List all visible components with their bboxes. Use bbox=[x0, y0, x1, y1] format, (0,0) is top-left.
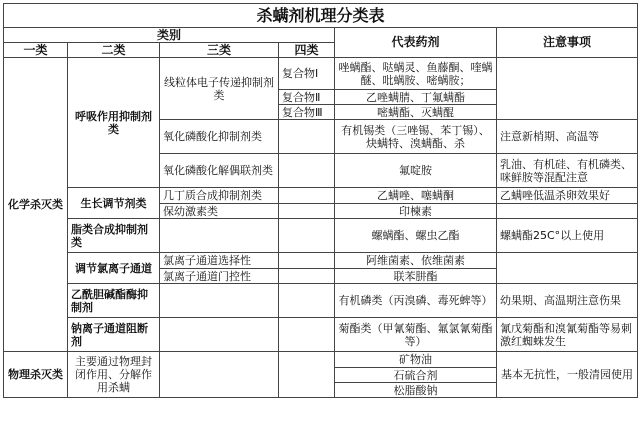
ache-level3-cell bbox=[160, 284, 279, 318]
respiration-inhibitor-cell: 呼吸作用抑制剂类 bbox=[68, 58, 160, 188]
growth-regulator-cell: 生长调节剂类 bbox=[68, 188, 160, 219]
ache-level4-cell bbox=[279, 284, 335, 318]
notes-header: 注意事项 bbox=[497, 28, 638, 58]
mitochondria-inhibitor-cell: 线粒体电子传递抑制剂类 bbox=[160, 58, 279, 120]
uncoupler-cell: 氧化磷酸化解偶联剂类 bbox=[160, 154, 279, 188]
ache-inhibitor-cell: 乙酰胆碱酯酶抑制剂 bbox=[68, 284, 160, 318]
complex1-agents-cell: 唑螨酯、哒螨灵、鱼藤酮、喹螨醚、吡螨胺、嘧螨胺； bbox=[335, 58, 497, 90]
chloride-channel-cell: 调节氯离子通道 bbox=[68, 253, 160, 284]
level2-header: 二类 bbox=[68, 43, 160, 58]
complex2-cell: 复合物Ⅱ bbox=[279, 90, 335, 105]
lipid-inhibitor-cell: 脂类合成抑制剂类 bbox=[68, 219, 160, 253]
chloride-notes-cell bbox=[497, 253, 638, 284]
chemical-class-cell: 化学杀灭类 bbox=[4, 58, 68, 352]
level4-header: 四类 bbox=[279, 43, 335, 58]
physical-level3-cell bbox=[160, 352, 279, 398]
sodium-abietate-cell: 松脂酸钠 bbox=[335, 383, 497, 398]
acaricide-classification-table bbox=[3, 3, 638, 398]
mito-notes-cell bbox=[497, 58, 638, 120]
complex1-cell: 复合物Ⅰ bbox=[279, 58, 335, 90]
sodium-blocker-cell: 钠离子通道阻断剂 bbox=[68, 318, 160, 352]
uncoupler-notes-cell: 乳油、有机硅、有机磷类、咪鲜胺等混配注意 bbox=[497, 154, 638, 188]
physical-notes-cell: 基本无抗性，一般清园使用 bbox=[497, 352, 638, 398]
mineral-oil-cell: 矿物油 bbox=[335, 352, 497, 368]
chitin-notes-cell: 乙螨唑低温杀卵效果好 bbox=[497, 188, 638, 204]
sodium-agents-cell: 菊酯类（甲氰菊酯、氟氯氰菊酯等） bbox=[335, 318, 497, 352]
uncoupler-agents-cell: 氟啶胺 bbox=[335, 154, 497, 188]
chloride-selective-agents-cell: 阿维菌素、依维菌素 bbox=[335, 253, 497, 269]
lipid-level4-cell bbox=[279, 219, 335, 253]
uncoupler-level4-cell bbox=[279, 154, 335, 188]
level3-header: 三类 bbox=[160, 43, 279, 58]
chloride-selective-cell: 氯离子通道选择性 bbox=[160, 253, 279, 269]
oxphos-level4-cell bbox=[279, 120, 335, 154]
physical-mechanism-cell: 主要通过物理封闭作用、分解作用杀螨 bbox=[68, 352, 160, 398]
physical-class-cell: 物理杀灭类 bbox=[4, 352, 68, 398]
complex3-agents-cell: 嘧螨酯、灭螨醌 bbox=[335, 105, 497, 120]
oxphos-agents-cell: 有机锡类（三唑锡、苯丁锡）、炔螨特、溴螨酯、杀 bbox=[335, 120, 497, 154]
juvenile-notes-cell bbox=[497, 204, 638, 219]
category-header: 类别 bbox=[4, 28, 335, 43]
chloride-gating-level4-cell bbox=[279, 269, 335, 284]
chitin-agents-cell: 乙螨唑、噻螨酮 bbox=[335, 188, 497, 204]
lime-sulfur-cell: 石硫合剂 bbox=[335, 368, 497, 383]
oxphos-inhibitor-cell: 氧化磷酸化抑制剂类 bbox=[160, 120, 279, 154]
complex3-cell: 复合物Ⅲ bbox=[279, 105, 335, 120]
complex2-agents-cell: 乙唑螨腈、丁氟螨酯 bbox=[335, 90, 497, 105]
chitin-level4-cell bbox=[279, 188, 335, 204]
agents-header: 代表药剂 bbox=[335, 28, 497, 58]
chloride-gating-agents-cell: 联苯肼酯 bbox=[335, 269, 497, 284]
lipid-level3-cell bbox=[160, 219, 279, 253]
juvenile-hormone-cell: 保幼激素类 bbox=[160, 204, 279, 219]
juvenile-level4-cell bbox=[279, 204, 335, 219]
sodium-notes-cell: 氰戊菊酯和溴氰菊酯等易刺激红蜘蛛发生 bbox=[497, 318, 638, 352]
chloride-selective-level4-cell bbox=[279, 253, 335, 269]
lipid-agents-cell: 螺螨酯、螺虫乙酯 bbox=[335, 219, 497, 253]
juvenile-agents-cell: 印楝素 bbox=[335, 204, 497, 219]
oxphos-notes-cell: 注意新梢期、高温等 bbox=[497, 120, 638, 154]
ache-notes-cell: 幼果期、高温期注意伤果 bbox=[497, 284, 638, 318]
level1-header: 一类 bbox=[4, 43, 68, 58]
chloride-gating-cell: 氯离子通道门控性 bbox=[160, 269, 279, 284]
lipid-notes-cell: 螺螨酯25C°以上使用 bbox=[497, 219, 638, 253]
physical-level4-cell bbox=[279, 352, 335, 398]
sodium-level4-cell bbox=[279, 318, 335, 352]
sodium-level3-cell bbox=[160, 318, 279, 352]
chitin-inhibitor-cell: 几丁质合成抑制剂类 bbox=[160, 188, 279, 204]
ache-agents-cell: 有机磷类（丙溴磷、毒死蜱等） bbox=[335, 284, 497, 318]
table-title: 杀螨剂机理分类表 bbox=[4, 4, 638, 28]
